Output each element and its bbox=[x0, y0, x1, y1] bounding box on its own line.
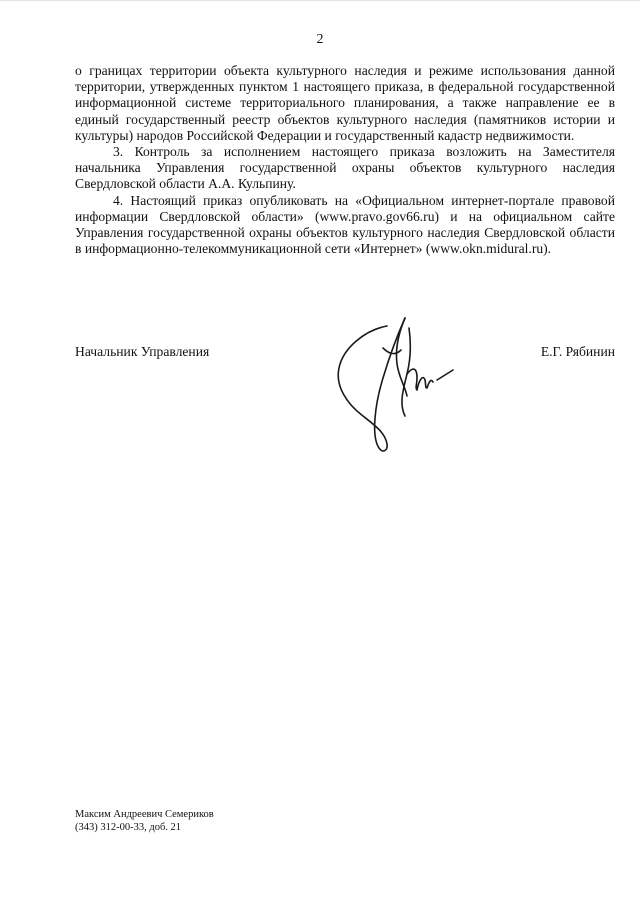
document-body bbox=[75, 63, 615, 257]
executor-phone: (343) 312-00-33, доб. 21 bbox=[75, 822, 182, 833]
paragraph-item-4: 4. Настоящий приказ опубликовать на «Официальном интернет-портале правовой информации Свердловской области» (www.pravo.gov66.ru) и на официальном сайте Управления государственной охраны объектов культурного наследия Свердловской области в информационно-телекоммуникационной сети «Интернет» (www.okn.midural.ru). bbox=[75, 192, 615, 257]
executor-name: Максим Андреевич Семериков bbox=[75, 809, 214, 820]
page-number: 2 bbox=[316, 32, 324, 47]
paragraph-item-3: 3. Контроль за исполнением настоящего приказа возложить на Заместителя начальника Управления государственной охраны объектов культурного наследия Свердловской области А.А. Кульпину. bbox=[75, 144, 615, 192]
handwritten-signature-icon bbox=[325, 308, 475, 458]
executor-info bbox=[75, 808, 214, 834]
paragraph-continuation: о границах территории объекта культурного наследия и режиме использования данной территории, утвержденных пунктом 1 настоящего приказа, в федеральной государственной информационной системе территориального планирования, а также направление ее в единый государственный реестр объектов культурного наследия (памятников истории и культуры) народов Российской Федерации и государственный кадастр недвижимости. bbox=[75, 63, 615, 143]
signer-name: Е.Г. Рябинин bbox=[540, 344, 615, 359]
page-top-edge bbox=[0, 0, 640, 1]
signer-position: Начальник Управления bbox=[75, 344, 210, 359]
